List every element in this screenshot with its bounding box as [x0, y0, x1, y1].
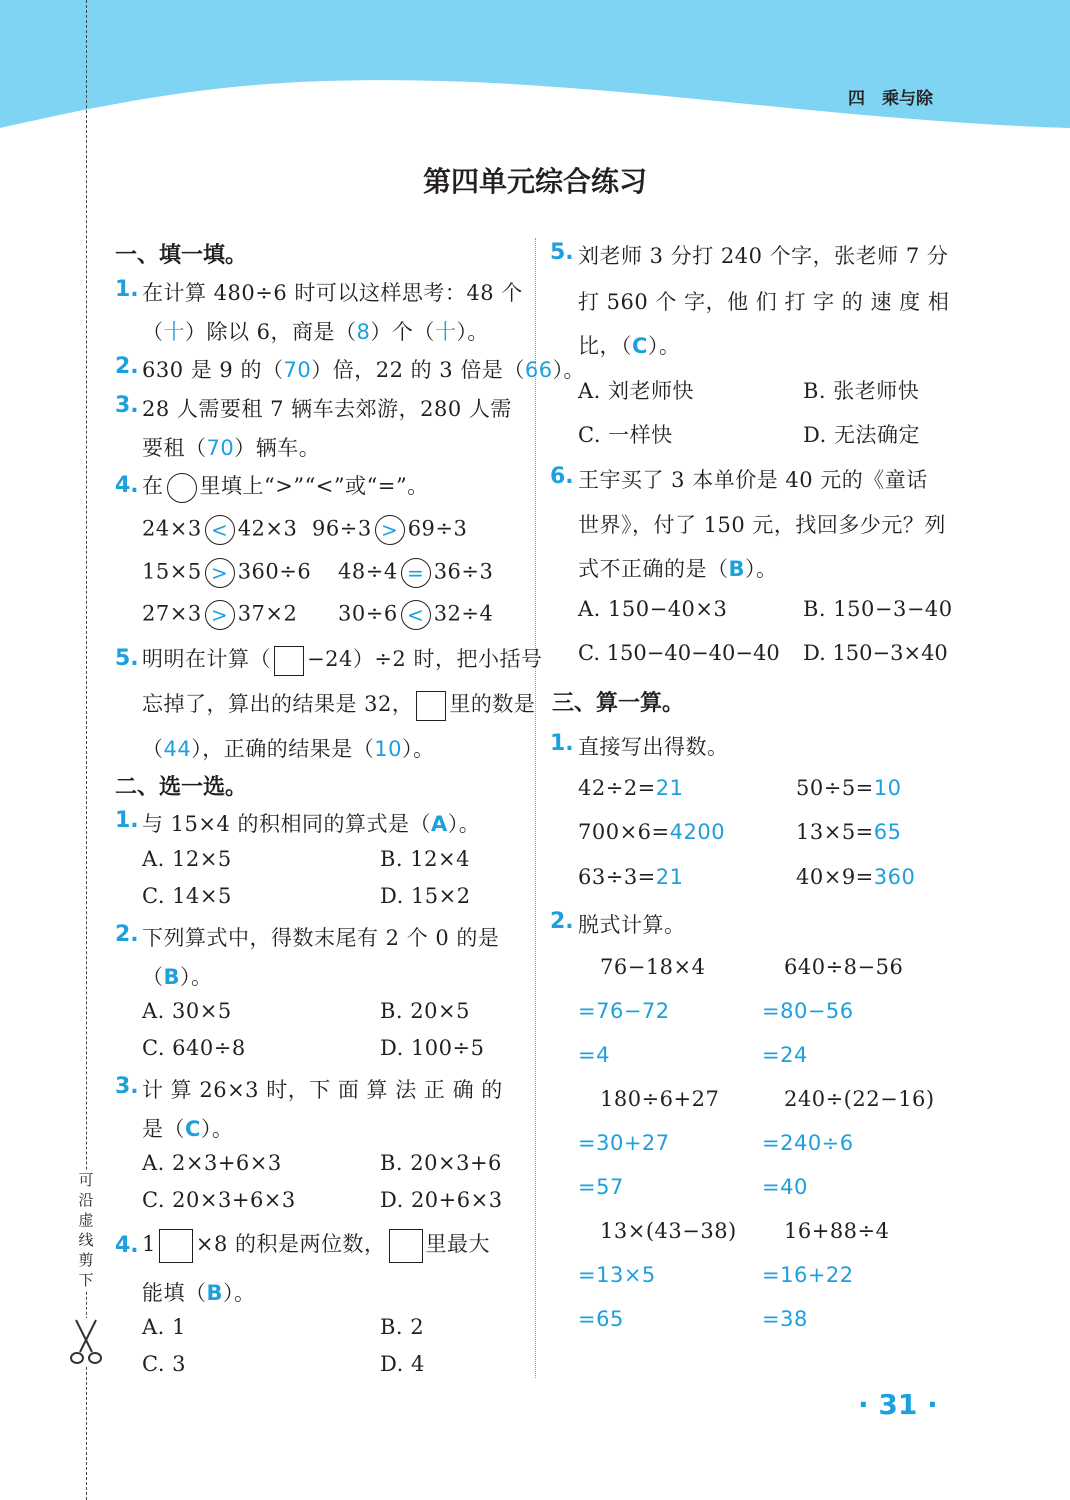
- c6-line2: 世界》，付了 150 元，找回多少元？列: [578, 513, 946, 537]
- s2-step: =16+22: [762, 1263, 854, 1287]
- s2-step: =38: [762, 1307, 808, 1331]
- q5-line2: 忘掉了，算出的结果是 32， 里的数是: [142, 688, 535, 721]
- c6-line3: 式不正确的是（B）。: [578, 557, 778, 581]
- c3-number: 3.: [115, 1074, 139, 1099]
- c1-number: 1.: [115, 808, 139, 833]
- q1-line2: （十）除以 6，商是（8）个（十）。: [142, 320, 489, 344]
- page-title: 第四单元综合练习: [422, 165, 647, 198]
- c1-question: 与 15×4 的积相同的算式是（A）。: [142, 812, 481, 836]
- s1-title: 直接写出得数。: [578, 735, 729, 759]
- q1-line1: 在计算 480÷6 时可以这样思考：48 个: [142, 281, 523, 305]
- c1-answer: A: [431, 812, 448, 836]
- s2-problem: 240÷(22−16): [784, 1087, 935, 1111]
- s2-problem: 16+88÷4: [784, 1219, 890, 1243]
- q4-row2: 15×5 > 360÷6 48÷4 = 36÷3: [142, 558, 493, 588]
- blank-box: [389, 1229, 423, 1263]
- c6-option-d: D. 150−3×40: [803, 641, 948, 665]
- q1-answer-1: 十: [163, 320, 185, 344]
- c4-number: 4.: [115, 1233, 139, 1258]
- q2-line: 630 是 9 的（70）倍，22 的 3 倍是（66）。: [142, 358, 586, 382]
- c2-number: 2.: [115, 922, 139, 947]
- q1-number: 1.: [115, 277, 139, 302]
- c5-number: 5.: [550, 240, 574, 265]
- scissors-icon: [68, 1318, 104, 1366]
- s2-step: =240÷6: [762, 1131, 854, 1155]
- c3-option-b: B. 20×3+6: [380, 1151, 502, 1175]
- column-divider: [535, 238, 536, 1378]
- c4-option-d: D. 4: [380, 1352, 425, 1376]
- q5-number: 5.: [115, 646, 139, 671]
- c6-option-b: B. 150−3−40: [803, 597, 953, 621]
- blank-box: [274, 646, 304, 676]
- q3-answer: 70: [206, 436, 235, 460]
- c4-line2: 能填（B）。: [142, 1281, 256, 1305]
- c5-option-b: B. 张老师快: [803, 379, 920, 403]
- s2-title: 脱式计算。: [578, 913, 686, 937]
- q3-line2: 要租（70）辆车。: [142, 436, 321, 460]
- c4-question: 1 ×8 的积是两位数， 里最大: [142, 1228, 490, 1263]
- s2-problem: 180÷6+27: [600, 1087, 720, 1111]
- c2-option-a: A. 30×5: [142, 999, 232, 1023]
- s2-step: =76−72: [578, 999, 670, 1023]
- c5-line1: 刘老师 3 分打 240 个字，张老师 7 分: [578, 244, 949, 268]
- c2-option-d: D. 100÷5: [380, 1036, 485, 1060]
- c3-question: 计 算 26×3 时，下 面 算 法 正 确 的: [142, 1078, 503, 1102]
- q4-number: 4.: [115, 473, 139, 498]
- cut-note: 可 沿 虚 线 剪 下: [76, 1170, 96, 1290]
- c3-option-d: D. 20+6×3: [380, 1188, 503, 1212]
- s2-step: =65: [578, 1307, 624, 1331]
- chapter-label: 四 乘与除: [848, 89, 933, 109]
- c3-option-c: C. 20×3+6×3: [142, 1188, 296, 1212]
- c4-answer: B: [206, 1281, 224, 1305]
- s1-item: 63÷3=21: [578, 865, 684, 889]
- c4-option-b: B. 2: [380, 1315, 425, 1339]
- c3-answer: C: [185, 1117, 201, 1141]
- c2-question: 下列算式中，得数末尾有 2 个 0 的是: [142, 926, 500, 950]
- q2-answer-2: 66: [524, 358, 553, 382]
- s2-step: =4: [578, 1043, 610, 1067]
- c6-line1: 王宇买了 3 本单价是 40 元的《童话: [578, 468, 928, 492]
- s2-number: 2.: [550, 909, 574, 934]
- q4-row3: 27×3 > 37×2 30÷6 < 32÷4: [142, 600, 493, 630]
- s2-step: =13×5: [578, 1263, 656, 1287]
- c5-line2: 打 560 个 字，他 们 打 字 的 速 度 相: [578, 290, 950, 314]
- q5-answer-2: 10: [374, 737, 402, 761]
- c6-number: 6.: [550, 464, 574, 489]
- q1-answer-3: 十: [434, 320, 457, 344]
- c5-line3: 比，（C）。: [578, 334, 681, 358]
- q4-row1: 24×3 < 42×3 96÷3 > 69÷3: [142, 515, 467, 545]
- c2-answer: B: [163, 965, 181, 989]
- s1-item: 13×5=65: [796, 820, 902, 844]
- c2-option-c: C. 640÷8: [142, 1036, 246, 1060]
- c5-option-c: C. 一样快: [578, 423, 673, 447]
- q3-line1: 28 人需要租 7 辆车去郊游，280 人需: [142, 397, 512, 421]
- s1-item: 42÷2=21: [578, 776, 684, 800]
- c6-option-c: C. 150−40−40−40: [578, 641, 780, 665]
- s1-item: 40×9=360: [796, 865, 916, 889]
- q2-answer-1: 70: [283, 358, 312, 382]
- c2-line2: （B）。: [142, 965, 213, 989]
- s2-step: =80−56: [762, 999, 854, 1023]
- q2-number: 2.: [115, 354, 139, 379]
- s1-number: 1.: [550, 731, 574, 756]
- s2-step: =30+27: [578, 1131, 670, 1155]
- q5-line3: （44），正确的结果是（10）。: [142, 737, 435, 761]
- header-banner: [0, 0, 1070, 135]
- s2-problem: 76−18×4: [600, 955, 706, 979]
- c4-option-c: C. 3: [142, 1352, 187, 1376]
- s2-step: =57: [578, 1175, 624, 1199]
- c1-option-d: D. 15×2: [380, 884, 471, 908]
- s2-problem: 13×(43−38): [600, 1219, 737, 1243]
- c4-option-a: A. 1: [142, 1315, 186, 1339]
- q5-answer-1: 44: [163, 737, 192, 761]
- section-fill: 一、填一填。: [115, 243, 248, 268]
- s2-problem: 640÷8−56: [784, 955, 904, 979]
- c1-option-a: A. 12×5: [142, 847, 232, 871]
- q3-number: 3.: [115, 393, 139, 418]
- q4-instruction: 在 里填上“>”“<”或“=”。: [142, 470, 429, 503]
- c1-option-c: C. 14×5: [142, 884, 232, 908]
- q1-answer-2: 8: [356, 320, 371, 344]
- c5-option-a: A. 刘老师快: [578, 379, 695, 403]
- c6-answer: B: [728, 557, 746, 581]
- c5-answer: C: [632, 334, 648, 358]
- section-calculate: 三、算一算。: [552, 691, 685, 716]
- c2-option-b: B. 20×5: [380, 999, 470, 1023]
- s2-step: =24: [762, 1043, 808, 1067]
- c1-option-b: B. 12×4: [380, 847, 470, 871]
- c3-option-a: A. 2×3+6×3: [142, 1151, 282, 1175]
- blank-box: [159, 1229, 193, 1263]
- c5-option-d: D. 无法确定: [803, 423, 920, 447]
- circle-icon: [167, 473, 197, 503]
- q5-line1: 明明在计算（ −24）÷2 时，把小括号: [142, 643, 542, 676]
- c6-option-a: A. 150−40×3: [578, 597, 728, 621]
- blank-box: [416, 691, 446, 721]
- section-choose: 二、选一选。: [115, 775, 248, 800]
- s2-step: =40: [762, 1175, 808, 1199]
- c3-line2: 是（C）。: [142, 1117, 234, 1141]
- s1-item: 50÷5=10: [796, 776, 902, 800]
- s1-item: 700×6=4200: [578, 820, 726, 844]
- page-number: · 31 ·: [858, 1388, 938, 1421]
